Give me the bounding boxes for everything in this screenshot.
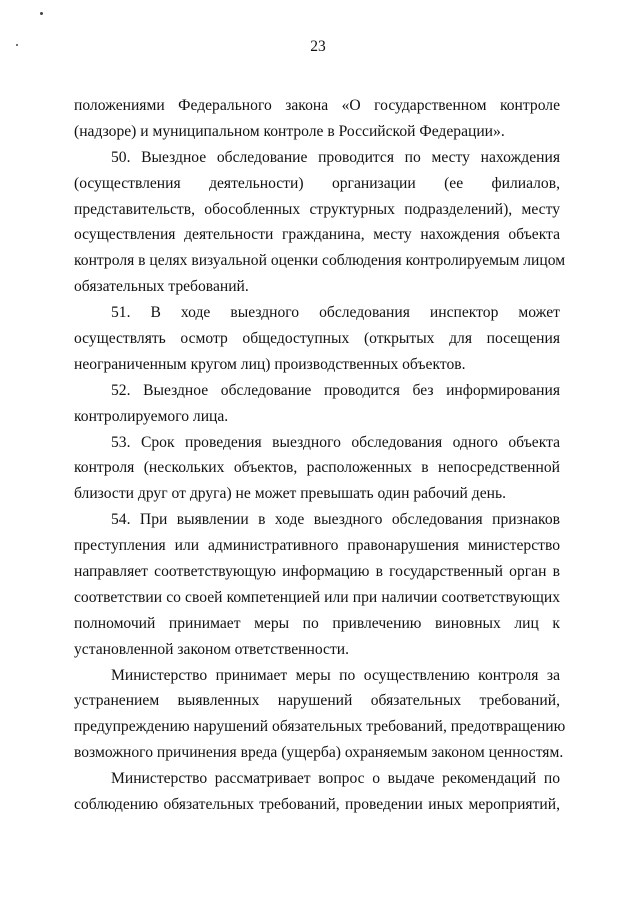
document-body <box>74 93 566 818</box>
text-line: представительств, обособленных структурных подразделений), месту <box>74 200 560 218</box>
text-line: установленной законом ответственности. <box>74 640 350 658</box>
text-line: 52. Выездное обследование проводится без информирования <box>111 381 560 399</box>
text-line: Министерство рассматривает вопрос о выдаче рекомендаций по <box>111 770 560 788</box>
text-line: контроля в целях визуальной оценки соблюдения контролируемым лицом <box>74 252 566 270</box>
text-line: предупреждению нарушений обязательных требований, предотвращению <box>74 718 566 736</box>
text-line: контроля (нескольких объектов, расположенных в непосредственной <box>74 459 560 477</box>
text-line: 51. В ходе выездного обследования инспектор может <box>111 304 560 322</box>
text-line: направляет соответствующую информацию в государственный орган в <box>74 563 560 581</box>
text-line: обязательных требований. <box>74 278 249 296</box>
text-line: 53. Срок проведения выездного обследования одного объекта <box>111 433 560 451</box>
text-line: устранением выявленных нарушений обязательных требований, <box>74 692 560 710</box>
text-line: 54. При выявлении в ходе выездного обследования признаков <box>111 511 560 529</box>
page-number: 23 <box>310 38 326 55</box>
text-line: близости друг от друга) не может превышать один рабочий день. <box>74 485 507 503</box>
text-line: контролируемого лица. <box>74 407 229 425</box>
text-line: (осуществления деятельности) организации (ее филиалов, <box>74 174 560 192</box>
text-line: соответствии со своей компетенцией или при наличии соответствующих <box>74 588 560 606</box>
text-line: неограниченным кругом лиц) производственных объектов. <box>74 355 466 373</box>
scan-speck <box>40 12 43 15</box>
text-line: осуществления деятельности гражданина, месту нахождения объекта <box>74 226 560 244</box>
text-line: 50. Выездное обследование проводится по месту нахождения <box>111 148 560 166</box>
text-line: полномочий принимает меры по привлечению виновных лиц к <box>74 614 560 632</box>
text-line: преступления или административного правонарушения министерство <box>74 537 560 555</box>
text-line: Министерство принимает меры по осуществлению контроля за <box>111 666 560 684</box>
text-line: возможного причинения вреда (ущерба) охраняемым законом ценностям. <box>74 744 564 762</box>
text-line: положениями Федерального закона «О государственном контроле <box>74 97 560 114</box>
text-line: (надзоре) и муниципальном контроле в Российской Федерации». <box>74 122 505 140</box>
text-line: соблюдению обязательных требований, проведении иных мероприятий, <box>74 796 560 814</box>
text-line: осуществлять осмотр общедоступных (открытых для посещения <box>74 330 560 348</box>
